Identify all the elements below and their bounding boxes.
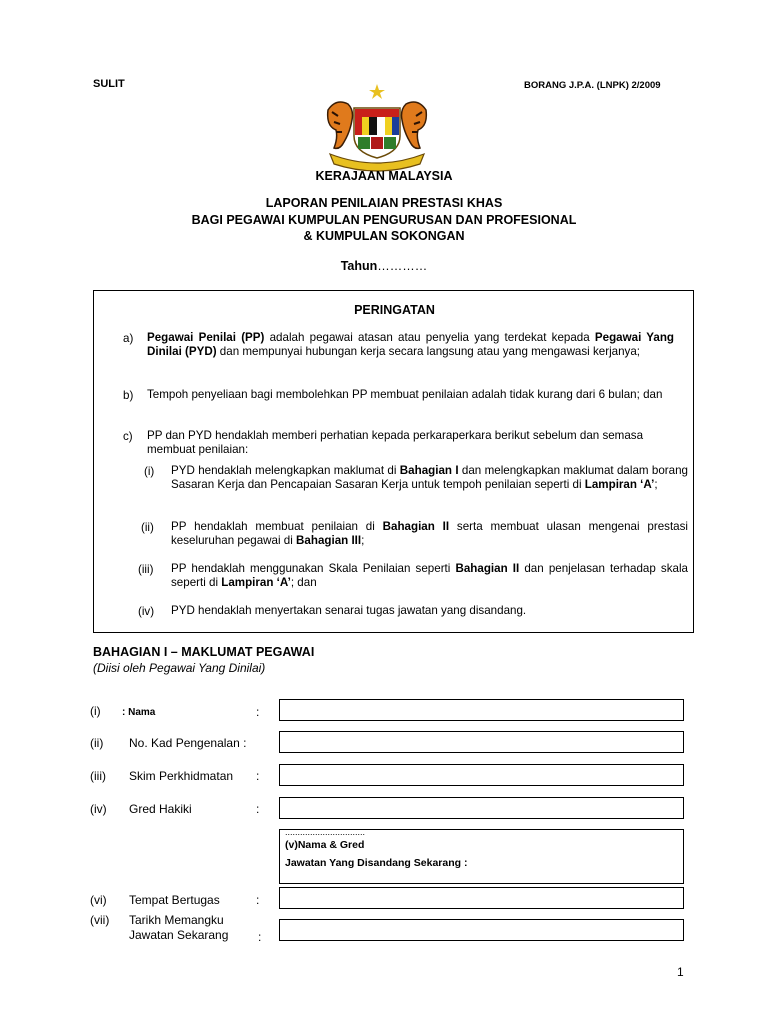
item-c-ii-label: (ii): [141, 521, 154, 534]
current-post-dots: ................................: [285, 827, 366, 837]
form-code: BORANG J.P.A. (LNPK) 2/2009: [524, 80, 661, 91]
item-c-iii-text: PP hendaklah menggunakan Skala Penilaian seperti Bahagian II dan penjelasan terhadap skala seperti di Lampiran ‘A’; dan: [171, 562, 688, 589]
item-b-text: Tempoh penyeliaan bagi membolehkan PP membuat penilaian adalah tidak kurang dari 6 bulan; dan: [147, 388, 663, 401]
item-c-iii-label: (iii): [138, 563, 154, 576]
item-c-iv-text: PYD hendaklah menyertakan senarai tugas jawatan yang disandang.: [171, 604, 527, 617]
ic-number-field[interactable]: [279, 731, 684, 753]
classification-label: SULIT: [93, 78, 125, 90]
ic-number-label: No. Kad Pengenalan :: [129, 736, 247, 750]
substantive-grade-label: Gred Hakiki: [129, 802, 192, 816]
field-number-ii: (ii): [90, 736, 104, 750]
current-post-label-2: Jawatan Yang Disandang Sekarang :: [285, 857, 468, 869]
current-post-label-1: (v)Nama & Gred: [285, 839, 365, 851]
item-c-iv-label: (iv): [138, 605, 155, 618]
name-label: : Nama: [122, 707, 156, 718]
workplace-colon: :: [256, 893, 260, 907]
field-number-i: (i): [90, 704, 101, 718]
field-number-vii: (vii): [90, 913, 110, 927]
item-c-i-label: (i): [144, 465, 155, 478]
notice-title: PERINGATAN: [354, 303, 435, 317]
name-field[interactable]: [279, 699, 684, 721]
field-number-vi: (vi): [90, 893, 107, 907]
substantive-grade-colon: :: [256, 802, 260, 816]
name-colon: :: [256, 705, 260, 719]
notice-box: [93, 290, 694, 633]
field-number-iv: (iv): [90, 802, 107, 816]
report-subtitle-2: & KUMPULAN SOKONGAN: [303, 229, 465, 243]
coat-of-arms-icon: [318, 82, 436, 172]
government-title: KERAJAAN MALAYSIA: [315, 169, 453, 183]
year-line: [0, 259, 768, 273]
item-b-label: b): [123, 389, 134, 402]
substantive-grade-field[interactable]: [279, 797, 684, 819]
service-scheme-label: Skim Perkhidmatan: [129, 769, 234, 783]
item-a-label: a): [123, 332, 134, 345]
current-post-field[interactable]: [279, 829, 684, 884]
acting-date-label-1: Tarikh Memangku: [129, 913, 224, 927]
year-label: Tahun: [340, 259, 378, 273]
year-placeholder: …………: [377, 259, 428, 273]
workplace-label: Tempat Bertugas: [129, 893, 220, 907]
report-title: LAPORAN PENILAIAN PRESTASI KHAS: [265, 196, 503, 210]
item-a-text: Pegawai Penilai (PP) adalah pegawai atasan atau penyelia yang terdekat kepada Pegawai Yang Dinilai (PYD) dan mempunyai hubungan kerja secara langsung atau yang mengawasi kerjanya;: [147, 331, 675, 358]
item-c-ii-text: PP hendaklah membuat penilaian di Bahagian II serta membuat ulasan mengenai prestasi keseluruhan pegawai di Bahagian III;: [171, 520, 688, 547]
field-number-iii: (iii): [90, 769, 106, 783]
acting-date-colon: :: [258, 930, 262, 944]
service-scheme-colon: :: [256, 769, 260, 783]
section-subtitle: (Diisi oleh Pegawai Yang Dinilai): [93, 661, 266, 675]
workplace-field[interactable]: [279, 887, 684, 909]
service-scheme-field[interactable]: [279, 764, 684, 786]
item-c-text: PP dan PYD hendaklah memberi perhatian kepada perkaraperkara berikut sebelum dan semasa membuat penilaian:: [147, 429, 644, 456]
item-c-label: c): [123, 430, 133, 443]
page-number: 1: [677, 965, 684, 979]
acting-date-field[interactable]: [279, 919, 684, 941]
report-subtitle: BAGI PEGAWAI KUMPULAN PENGURUSAN DAN PROFESIONAL: [191, 213, 577, 227]
item-c-i-text: PYD hendaklah melengkapkan maklumat di Bahagian I dan melengkapkan maklumat dalam borang Sasaran Kerja dan Pencapaian Sasaran Kerja untuk tempoh penilaian seperti di Lampiran ‘A’;: [171, 464, 688, 491]
section-title: BAHAGIAN I – MAKLUMAT PEGAWAI: [93, 645, 315, 659]
acting-date-label-2: Jawatan Sekarang: [129, 928, 229, 942]
